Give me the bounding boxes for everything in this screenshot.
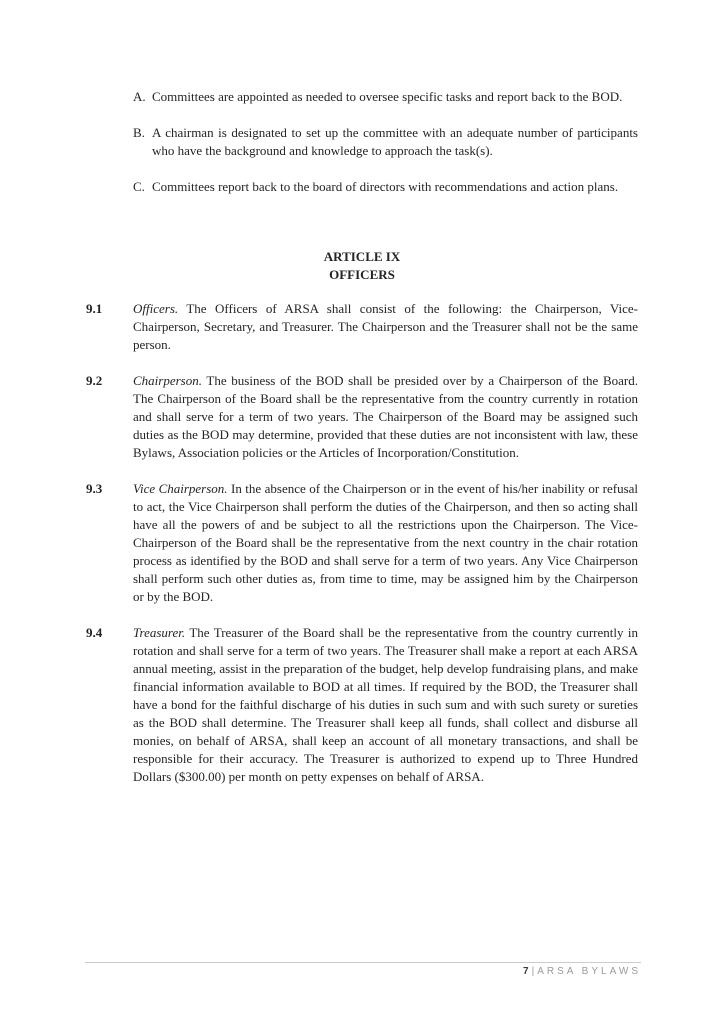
section-9-4 xyxy=(86,624,638,786)
section-lead: Vice Chairperson. xyxy=(133,481,228,496)
document-body xyxy=(86,88,638,804)
section-9-1 xyxy=(86,300,638,354)
list-item-label: A. xyxy=(133,89,146,104)
section-lead: Chairperson. xyxy=(133,373,202,388)
article-title: ARTICLE IX xyxy=(323,249,401,264)
section-text xyxy=(133,372,638,462)
section-lead: Officers. xyxy=(133,301,179,316)
section-lead: Treasurer. xyxy=(133,625,186,640)
section-body: The Treasurer of the Board shall be the representative from the country currently in rotation and shall serve for a term of two years. The Treasurer shall make a report at each ARSA annual meeting, assist in the preparation of the budget, help develop fundraising plans, and make financial information available to BOD at all times. If required by the BOD, the Treasurer shall have a bond for the faithful discharge of his duties in such sum and with such surety or sureties as the BOD shall determine. The Treasurer shall keep all funds, shall collect and disburse all monies, on behalf of ARSA, shall keep an account of all monetary transactions, and shall be responsible for their accuracy. The Treasurer is authorized to expend up to Three Hundred Dollars ($300.00) per month on petty expenses on behalf of ARSA. xyxy=(133,625,638,784)
article-heading xyxy=(86,248,638,284)
section-text xyxy=(133,624,638,786)
section-9-3 xyxy=(86,480,638,606)
article-subtitle: OFFICERS xyxy=(329,267,395,282)
footer-divider xyxy=(85,962,641,963)
footer-separator: | xyxy=(531,966,538,977)
page-number: 7 xyxy=(523,966,532,977)
section-body: The Officers of ARSA shall consist of the following: the Chairperson, Vice-Chairperson, Secretary, and Treasurer. The Chairperson and the Treasurer shall not be the same person. xyxy=(133,301,639,352)
page-footer xyxy=(85,962,641,977)
section-body: In the absence of the Chairperson or in the event of his/her inability or refusal to act, the Vice Chairperson shall perform the duties of the Chairperson, and then so acting shall have all the powers of and be subject to all the restrictions upon the Chairperson. The Vice-Chairperson of the Board shall be the representative from the next country in the chair rotation process as identified by the BOD and shall serve for a term of two years. Any Vice Chairperson shall perform such other duties as, from time to time, may be assigned him by the Chairperson or by the BOD. xyxy=(133,481,639,604)
section-number: 9.1 xyxy=(86,301,103,316)
section-9-2 xyxy=(86,372,638,462)
section-text xyxy=(133,480,638,606)
section-text xyxy=(133,300,638,354)
list-item-label: B. xyxy=(133,125,145,140)
list-item-label: C. xyxy=(133,179,145,194)
section-number: 9.4 xyxy=(86,625,103,640)
list-item-c xyxy=(133,178,638,196)
list-item-a xyxy=(133,88,638,106)
list-item-text: Committees report back to the board of directors with recommendations and action plans. xyxy=(152,179,619,194)
list-item-b xyxy=(133,124,638,160)
footer-doc-title: ARSA BYLAWS xyxy=(537,966,641,977)
list-item-text: A chairman is designated to set up the committee with an adequate number of participants who have the background and knowledge to approach the task(s). xyxy=(152,125,638,158)
section-body: The business of the BOD shall be presided over by a Chairperson of the Board. The Chairperson of the Board shall be the representative from the country currently in rotation and shall serve for a term of two years. The Chairperson of the Board may be assigned such duties as the BOD may determine, provided that these duties are not inconsistent with law, these Bylaws, Association policies or the Articles of Incorporation/Constitution. xyxy=(133,373,638,460)
footer-page-label xyxy=(85,966,641,977)
section-number: 9.2 xyxy=(86,373,103,388)
list-item-text: Committees are appointed as needed to oversee specific tasks and report back to the BOD. xyxy=(152,89,623,104)
section-number: 9.3 xyxy=(86,481,103,496)
